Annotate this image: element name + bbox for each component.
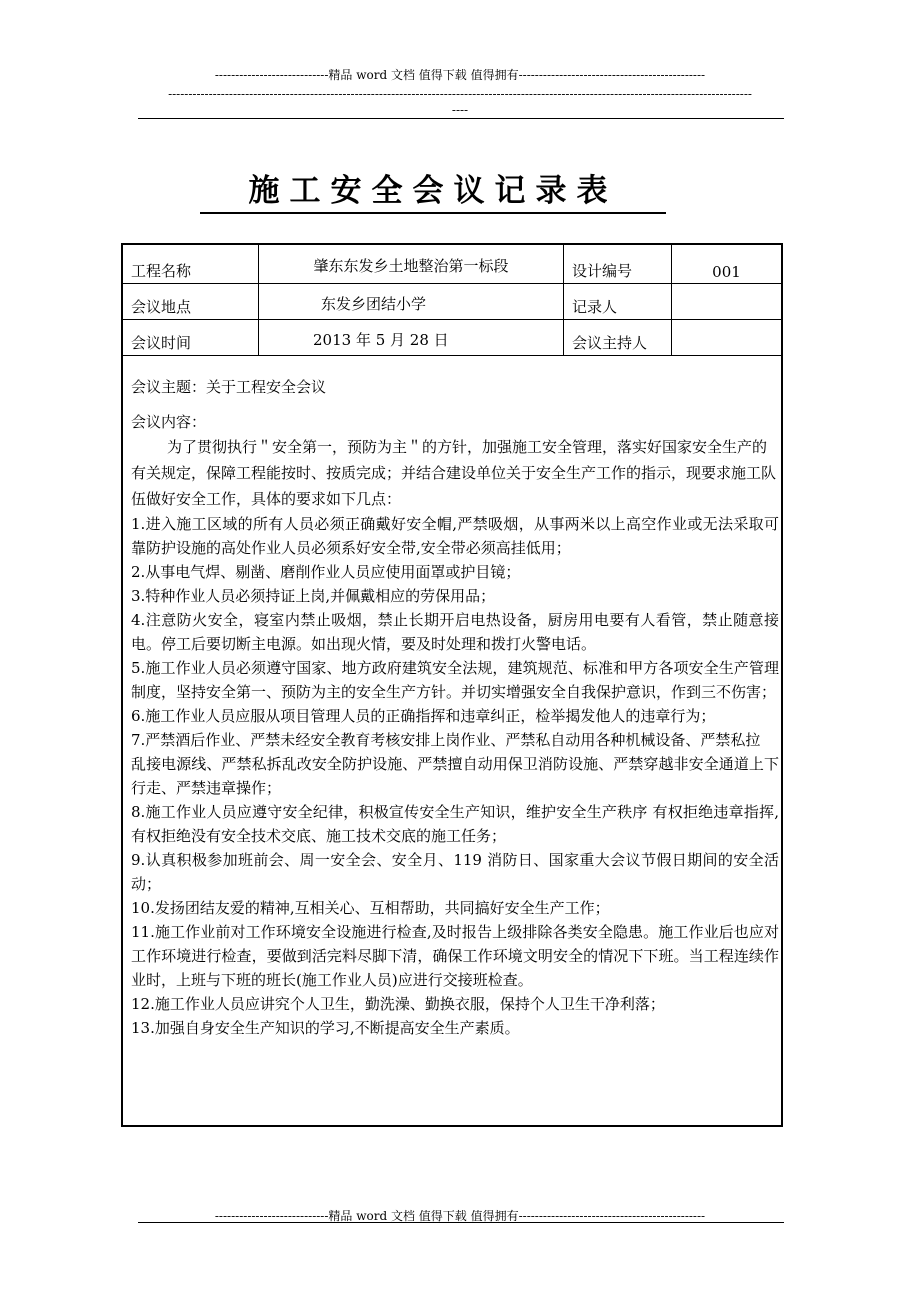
design-no-value: 001 (671, 245, 781, 283)
list-item: 4.注意防火安全，寝室内禁止吸烟，禁止长期开启电热设备，厨房用电要有人看管，禁止随意接电。停工后要切断主电源。如出现火情，要及时处理和拨打火警电话。 (131, 611, 779, 653)
footer-rule (138, 1222, 784, 1223)
list-item: 3.特种作业人员必须持证上岗,并佩戴相应的劳保用品； (131, 587, 496, 605)
header-rule (138, 118, 784, 119)
list-item: 9.认真积极参加班前会、周一安全会、安全月、119 消防日、国家重大会议节假日期间的安全活动； (131, 851, 779, 893)
row-location (123, 283, 781, 320)
list-item: 7.严禁酒后作业、严禁未经安全教育考核安排上岗作业、严禁私自动用各种机械设备、严禁私拉 (131, 731, 761, 749)
footer-banner: ----------------------------精品 word 文档 值得下载 值得拥有---------------------------------------------- (214, 1209, 706, 1223)
time-value: 2013 年 5 月 28 日 (258, 319, 563, 355)
row-project (123, 245, 781, 284)
list-item: 11.施工作业前对工作环境安全设施进行检查,及时报告上级排除各类安全隐患。施工作业后也应对工作环境进行检查，要做到活完料尽脚下清，确保工作环境文明安全的情况下下班。当工程连续作业时，上班与下班的班长(施工作业人员)应进行交接班检查。 (131, 923, 779, 989)
list-item: 乱接电源线、严禁私拆乱改安全防护设施、严禁擅自动用保卫消防设施、严禁穿越非安全通道上下行走、严禁违章操作； (131, 755, 779, 797)
meeting-content (131, 358, 779, 1040)
location-value: 东发乡团结小学 (258, 283, 563, 319)
header-dashes-tail: ---- (451, 103, 469, 117)
meeting-record-form (121, 243, 783, 1127)
project-name-label: 工程名称 (131, 262, 192, 280)
location-label: 会议地点 (131, 298, 192, 316)
recorder-label: 记录人 (563, 283, 671, 319)
list-item: 1.进入施工区域的所有人员必须正确戴好安全帽,严禁吸烟，从事两米以上高空作业或无法采取可靠防护设施的高处作业人员必须系好安全带,安全带必须高挂低用； (131, 515, 779, 557)
recorder-value (671, 283, 781, 319)
list-item: 5.施工作业人员必须遵守国家、地方政府建筑安全法规，建筑规范、标准和甲方各项安全生产管理制度，坚持安全第一、预防为主的安全生产方针。并切实增强安全自我保护意识，作到三不伤害； (131, 659, 779, 701)
host-label: 会议主持人 (563, 319, 671, 355)
list-item: 2.从事电气焊、剔凿、磨削作业人员应使用面罩或护目镜； (131, 563, 521, 581)
page-title: 施工安全会议记录表 (200, 165, 666, 214)
time-label: 会议时间 (131, 334, 192, 352)
meeting-intro: 为了贯彻执行＂安全第一，预防为主＂的方针，加强施工安全管理，落实好国家安全生产的有关规定，保障工程能按时、按质完成；并结合建设单位关于安全生产工作的指示，现要求施工队伍做好安全工作，具体的要求如下几点： (131, 438, 777, 508)
list-item: 6.施工作业人员应服从项目管理人员的正确指挥和违章纠正，检举揭发他人的违章行为； (131, 707, 716, 725)
project-name-value: 肇东东发乡土地整治第一标段 (258, 245, 563, 283)
list-item: 8.施工作业人员应遵守安全纪律，积极宣传安全生产知识，维护安全生产秩序 有权拒绝违章指挥,有权拒绝没有安全技术交底、施工技术交底的施工任务； (131, 803, 779, 845)
host-value (671, 319, 781, 355)
meeting-content-label: 会议内容： (131, 413, 207, 431)
design-no-label: 设计编号 (563, 245, 671, 283)
header-dashes-row: ------------------------------------------------------------------------------------------------------------------------------------------------ (168, 87, 752, 101)
list-item: 10.发扬团结友爱的精神,互相关心、互相帮助，共同搞好安全生产工作； (131, 899, 610, 917)
list-item: 13.加强自身安全生产知识的学习,不断提高安全生产素质。 (131, 1019, 520, 1037)
header-dashes (138, 86, 782, 118)
row-time (123, 319, 781, 356)
meeting-topic: 会议主题：关于工程安全会议 (131, 378, 327, 396)
header-banner: ----------------------------精品 word 文档 值得下载 值得拥有---------------------------------------------- (214, 68, 706, 82)
list-item: 12.施工作业人员应讲究个人卫生，勤洗澡、勤换衣服，保持个人卫生干净利落； (131, 995, 665, 1013)
